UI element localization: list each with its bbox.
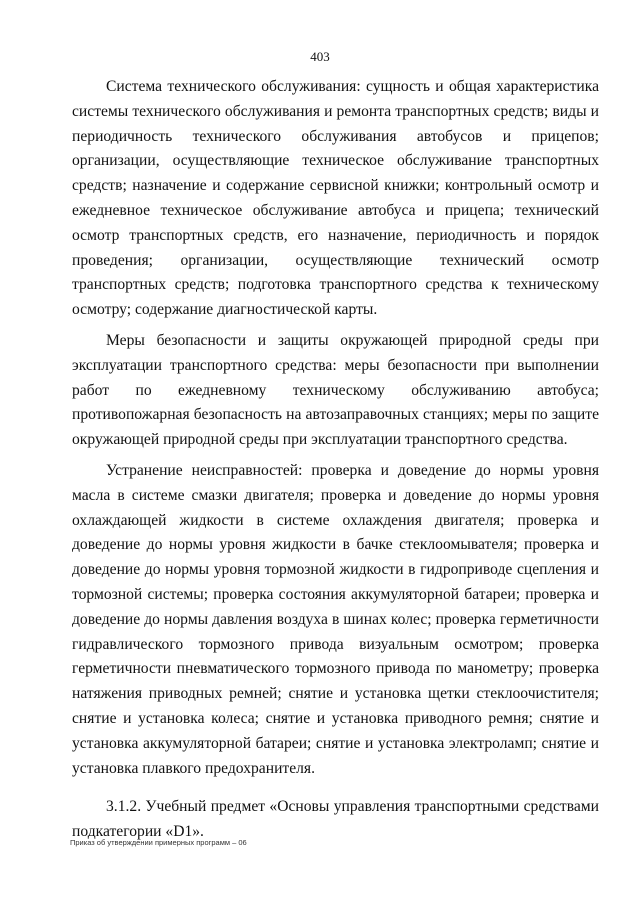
- footer-note: Приказ об утверждении примерных программ – 06: [70, 838, 247, 847]
- page-number: 403: [310, 49, 330, 64]
- paragraph-maintenance-system: Система технического обслуживания: сущность и общая характеристика системы технического обслуживания и ремонта транспортных средств; виды и периодичность технического обслуживания автобусов и прицепов; организации, осуществляющие техническое обслуживание транспортных средств; назначение и содержание сервисной книжки; контрольный осмотр и ежедневное техническое обслуживание автобуса и прицепа; технический осмотр транспортных средств, его назначение, периодичность и порядок проведения; организации, осуществляющие технический осмотр транспортных средств; подготовка транспортного средства к техническому осмотру; содержание диагностической карты.: [72, 78, 599, 319]
- paragraph-safety-measures: Меры безопасности и защиты окружающей природной среды при эксплуатации транспортного средства: меры безопасности при выполнении работ по ежедневному техническому обслуживанию автобуса; противопожарная безопасность на автозаправочных станциях; меры по защите окружающей природной среды при эксплуатации транспортного средства.: [72, 331, 599, 449]
- paragraph-troubleshooting: Устранение неисправностей: проверка и доведение до нормы уровня масла в системе смазки двигателя; проверка и доведение до нормы уровня охлаждающей жидкости в системе охлаждения двигателя; проверка и доведение до нормы уровня жидкости в бачке стеклоомывателя; проверка и доведение до нормы уровня тормозной жидкости в гидроприводе сцепления и тормозной системы; проверка состояния аккумуляторной батареи; проверка и доведение до нормы давления воздуха в шинах колес; проверка герметичности гидравлического тормозного привода визуальным осмотром; проверка герметичности пневматического тормозного привода по манометру; проверка натяжения приводных ремней; снятие и установка щетки стеклоочистителя; снятие и установка колеса; снятие и установка приводного ремня; снятие и установка аккумуляторной батареи; снятие и установка электроламп; снятие и установка плавкого предохранителя.: [72, 461, 599, 777]
- document-body: [72, 75, 599, 845]
- section-heading-3-1-2: 3.1.2. Учебный предмет «Основы управления транспортными средствами подкатегории «D1».: [72, 798, 599, 841]
